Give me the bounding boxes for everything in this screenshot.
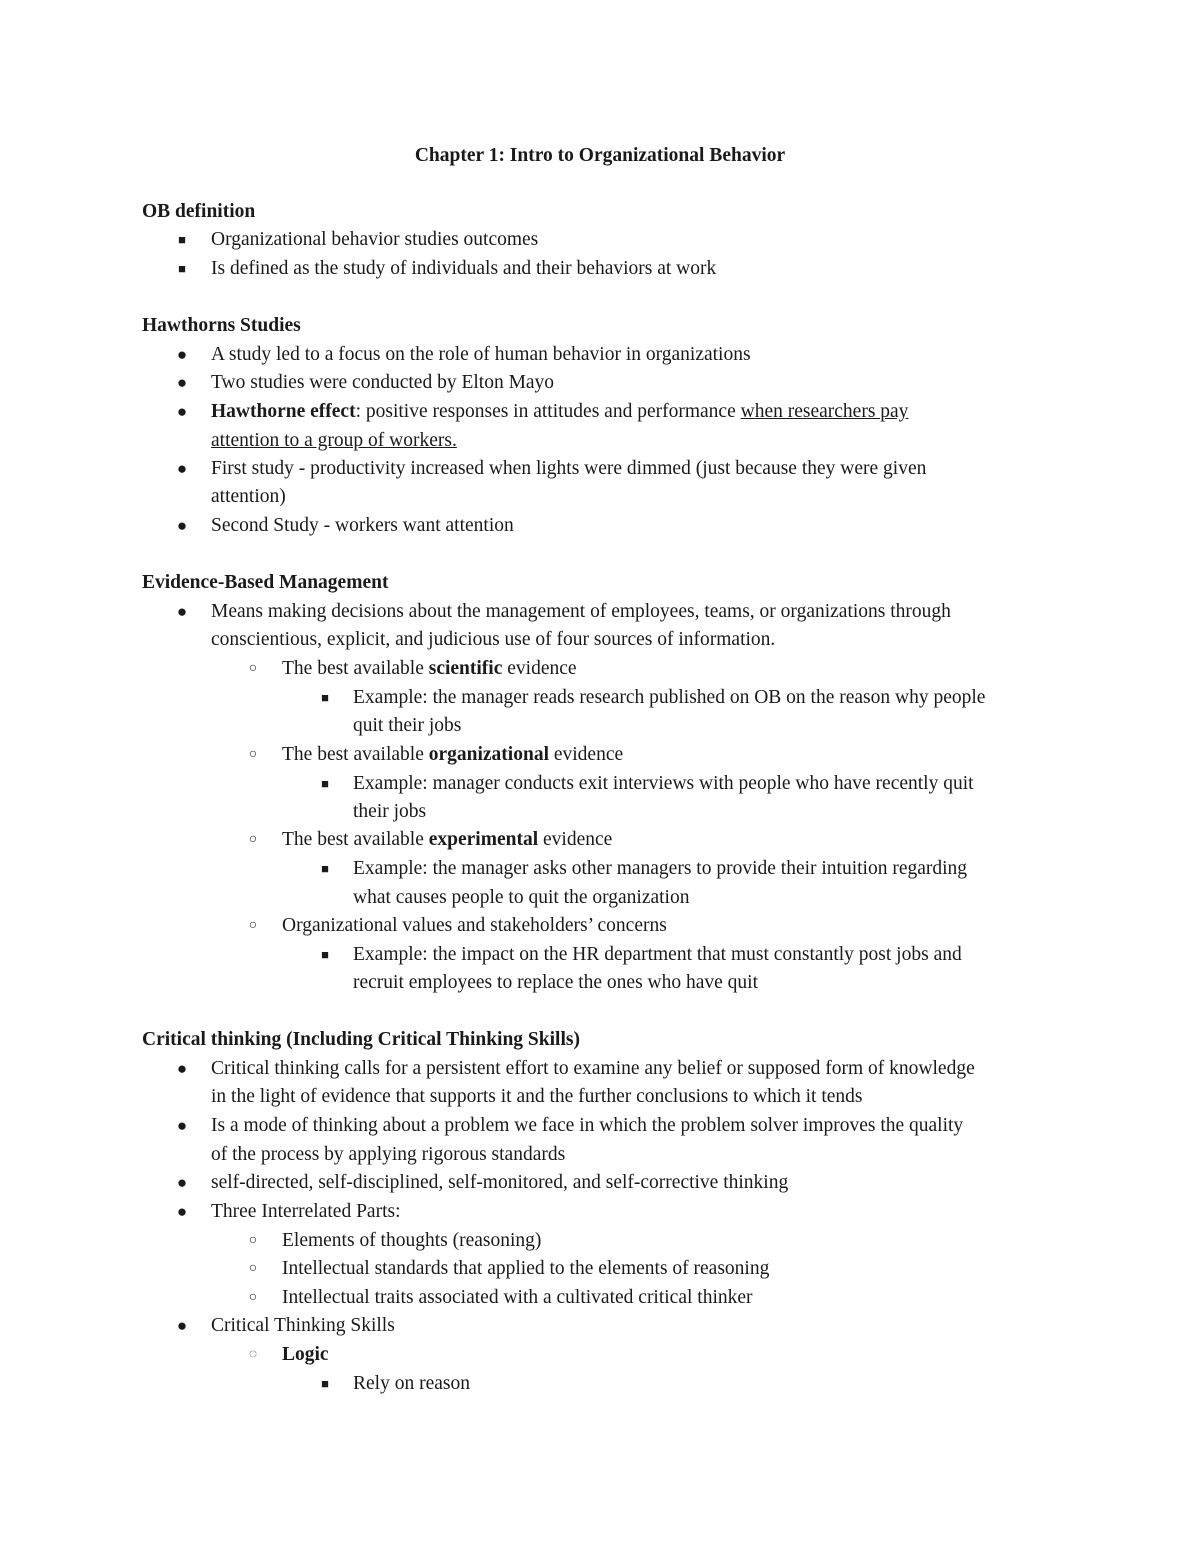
disc-bullet-icon: ●: [176, 1116, 188, 1135]
square-bullet-icon: ■: [321, 947, 329, 962]
disc-bullet-icon: ●: [176, 402, 188, 421]
source-prefix: The best available: [282, 658, 429, 679]
source-type: organizational: [428, 744, 549, 765]
disc-bullet-icon: ●: [176, 516, 188, 535]
list-item-logic: Logic: [282, 1344, 329, 1365]
source-type: scientific: [428, 658, 503, 679]
section-heading-hawthorns: Hawthorns Studies: [142, 315, 301, 336]
hawthorne-effect-term: Hawthorne effect: [211, 401, 356, 422]
source-type: experimental: [428, 829, 539, 850]
list-item: Intellectual traits associated with a cultivated critical thinker: [282, 1287, 753, 1308]
disc-bullet-icon: ●: [176, 1316, 188, 1335]
list-item-source-scientific: [282, 655, 577, 684]
list-item: Example: the manager asks other managers to provide their intuition regarding: [353, 858, 968, 879]
section-heading-ebm: Evidence-Based Management: [142, 572, 389, 593]
list-item-cont: of the process by applying rigorous standards: [211, 1144, 566, 1165]
list-item-source-experimental: [282, 826, 612, 855]
circle-bullet-icon: ○: [248, 832, 258, 847]
disc-bullet-icon: ●: [176, 459, 188, 478]
source-suffix: evidence: [538, 829, 613, 850]
source-suffix: evidence: [548, 744, 624, 765]
square-bullet-icon: ■: [321, 776, 329, 791]
list-item-cont: recruit employees to replace the ones who have quit: [353, 972, 759, 993]
list-item: Example: manager conducts exit interviews with people who have recently quit: [353, 773, 974, 794]
circle-bullet-icon: ○: [248, 747, 258, 762]
list-item: First study - productivity increased when lights were dimmed (just because they were given: [211, 458, 927, 479]
list-item: Intellectual standards that applied to the elements of reasoning: [282, 1258, 770, 1279]
list-item: A study led to a focus on the role of human behavior in organizations: [211, 344, 751, 365]
square-bullet-icon: ■: [178, 261, 186, 276]
circle-bullet-icon: ○: [248, 1261, 258, 1276]
list-item-source-organizational: [282, 741, 623, 770]
list-item: Means making decisions about the management of employees, teams, or organizations through: [211, 601, 951, 622]
list-item: Example: the manager reads research published on OB on the reason why people: [353, 687, 986, 708]
list-item: Rely on reason: [353, 1373, 470, 1394]
circle-bullet-icon: ○: [248, 661, 258, 676]
list-item-cont: attention): [211, 486, 286, 507]
circle-bullet-icon: ○: [248, 1233, 258, 1248]
square-bullet-icon: ■: [321, 690, 329, 705]
hawthorne-effect-underline-cont: attention to a group of workers.: [211, 430, 457, 451]
list-item: Three Interrelated Parts:: [211, 1201, 401, 1222]
source-suffix: evidence: [502, 658, 577, 679]
list-item-cont: quit their jobs: [353, 715, 462, 736]
list-item-cont: conscientious, explicit, and judicious use of four sources of information.: [211, 629, 776, 650]
hawthorne-effect-underline: when researchers pay: [740, 401, 909, 422]
square-bullet-icon: ■: [321, 861, 329, 876]
list-item: Critical Thinking Skills: [211, 1315, 395, 1336]
disc-bullet-icon: ●: [176, 602, 188, 621]
list-item-cont: what causes people to quit the organization: [353, 887, 690, 908]
dotted-circle-bullet-icon: ◌: [248, 1347, 258, 1362]
list-item: Is a mode of thinking about a problem we face in which the problem solver improves the quality: [211, 1115, 964, 1136]
list-item: Critical thinking calls for a persistent effort to examine any belief or supposed form of knowledge: [211, 1058, 975, 1079]
list-item: Elements of thoughts (reasoning): [282, 1230, 542, 1251]
hawthorne-effect-text: : positive responses in attitudes and performance: [355, 401, 741, 422]
source-prefix: The best available: [282, 744, 429, 765]
list-item: Organizational behavior studies outcomes: [211, 229, 539, 250]
list-item-cont: their jobs: [353, 801, 427, 822]
disc-bullet-icon: ●: [176, 1173, 188, 1192]
disc-bullet-icon: ●: [176, 373, 188, 392]
section-heading-critical-thinking: Critical thinking (Including Critical Thinking Skills): [142, 1029, 580, 1050]
disc-bullet-icon: ●: [176, 1059, 188, 1078]
list-item: Second Study - workers want attention: [211, 515, 514, 536]
list-item: Is defined as the study of individuals and their behaviors at work: [211, 258, 717, 279]
circle-bullet-icon: ○: [248, 1290, 258, 1305]
list-item: self-directed, self-disciplined, self-monitored, and self-corrective thinking: [211, 1172, 789, 1193]
list-item: Example: the impact on the HR department that must constantly post jobs and: [353, 944, 962, 965]
list-item: Organizational values and stakeholders’ concerns: [282, 915, 667, 936]
section-heading-ob: OB definition: [142, 201, 256, 222]
square-bullet-icon: ■: [321, 1376, 329, 1391]
list-item-cont: in the light of evidence that supports it and the further conclusions to which it tends: [211, 1086, 863, 1107]
disc-bullet-icon: ●: [176, 345, 188, 364]
source-prefix: The best available: [282, 829, 429, 850]
page-title: Chapter 1: Intro to Organizational Behavior: [414, 145, 786, 166]
circle-bullet-icon: ○: [248, 918, 258, 933]
disc-bullet-icon: ●: [176, 1202, 188, 1221]
list-item-hawthorne-effect: [211, 398, 908, 427]
square-bullet-icon: ■: [178, 232, 186, 247]
list-item: Two studies were conducted by Elton Mayo: [211, 372, 555, 393]
